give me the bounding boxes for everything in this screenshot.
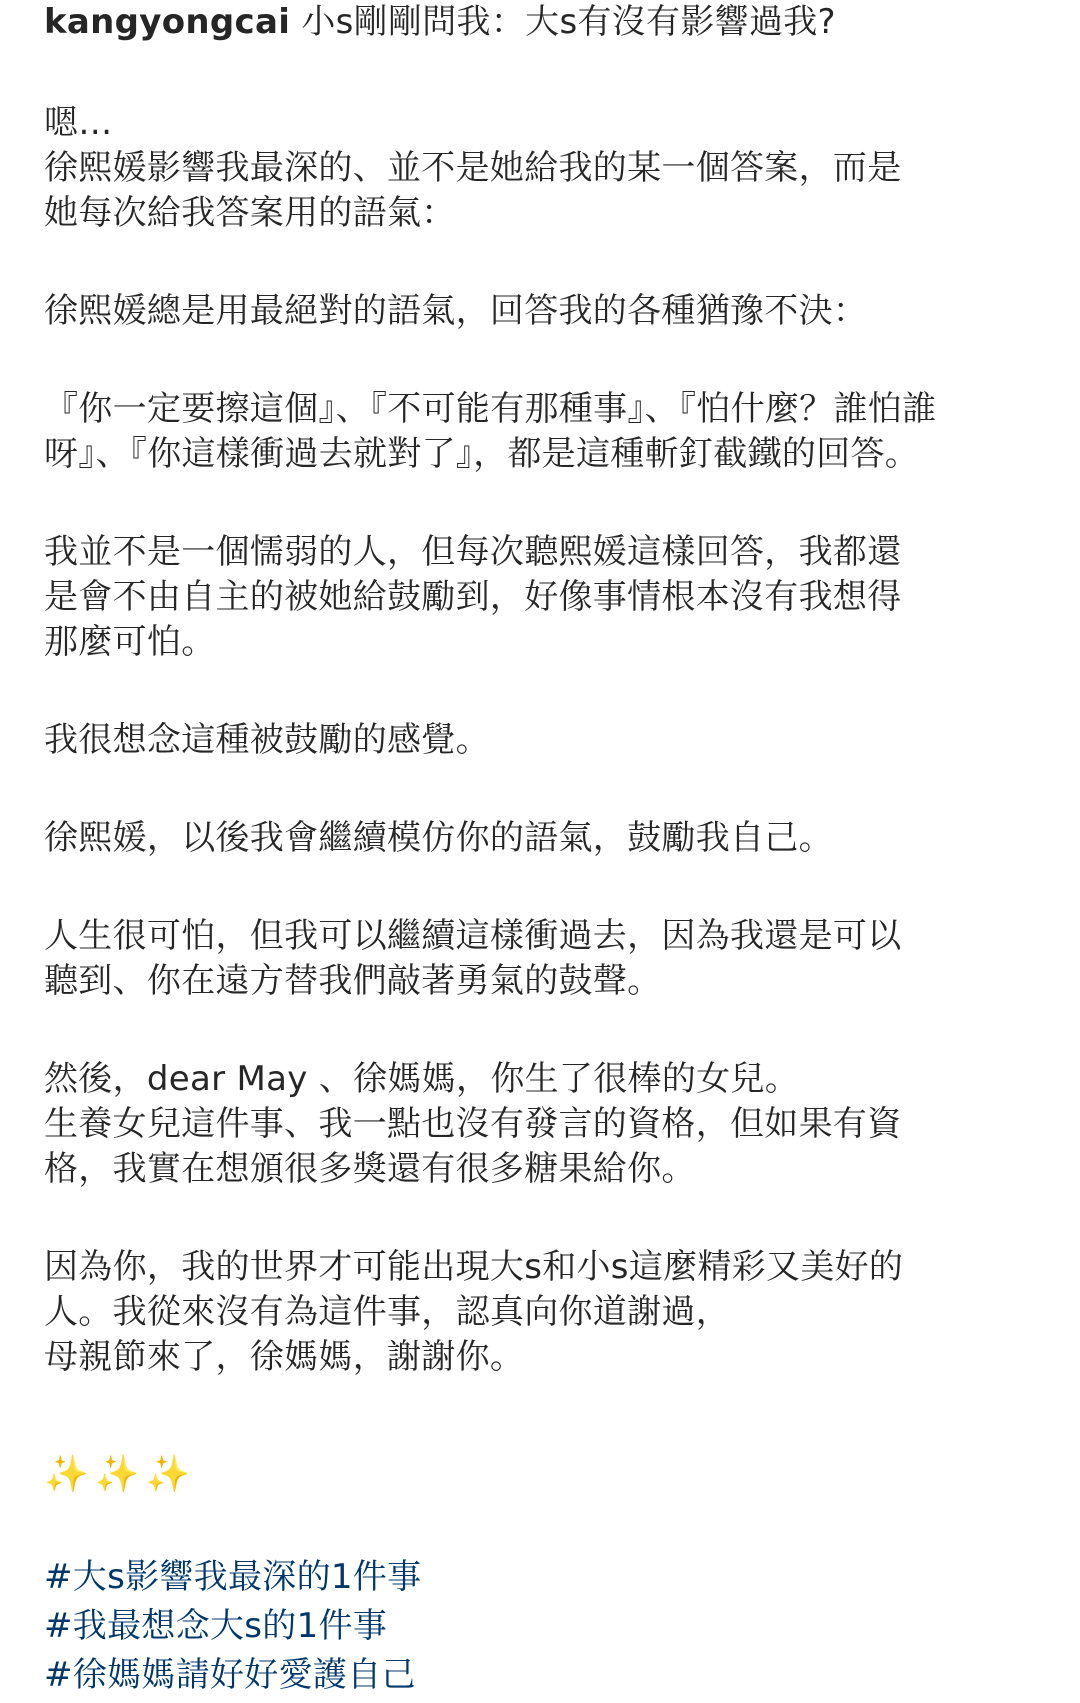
caption-paragraph [44, 914, 1044, 1004]
hashtag-link[interactable]: #大s影響我最深的1件事 [44, 1557, 422, 1597]
caption-line: 母親節來了，徐媽媽，謝謝你。 [44, 1337, 525, 1377]
caption-line: 徐熙媛影響我最深的、並不是她給我的某一個答案，而是 [44, 148, 902, 188]
caption-line: 那麼可怕。 [44, 622, 216, 662]
caption-line: 『你一定要擦這個』、『不可能有那種事』、『怕什麼？誰怕誰 [44, 389, 937, 429]
caption-line: 徐熙媛總是用最絕對的語氣，回答我的各種猶豫不決： [44, 291, 868, 331]
caption-line: 呀』、『你這樣衝過去就對了』，都是這種斬釘截鐵的回答。 [44, 434, 920, 474]
caption-line: 因為你，我的世界才可能出現大s和小s這麼精彩又美好的 [44, 1247, 904, 1287]
caption-line: 我很想念這種被鼓勵的感覺。 [44, 720, 490, 760]
caption-paragraph [44, 1057, 1044, 1192]
caption-line: 徐熙媛，以後我會繼續模仿你的語氣，鼓勵我自己。 [44, 818, 833, 858]
caption-line: 生養女兒這件事、我一點也沒有發言的資格，但如果有資 [44, 1104, 902, 1144]
caption-line: 人生很可怕，但我可以繼續這樣衝過去，因為我還是可以 [44, 916, 902, 956]
caption-line: 嗯… [44, 103, 113, 143]
caption-paragraph [44, 816, 1044, 861]
caption-paragraph [44, 289, 1044, 334]
hashtag-list [44, 1553, 1044, 1700]
caption-line: 她每次給我答案用的語氣： [44, 193, 456, 233]
caption-paragraph [44, 718, 1044, 763]
caption-line: 格，我實在想頒很多獎還有很多糖果給你。 [44, 1149, 696, 1189]
username-link[interactable]: kangyongcai [44, 2, 291, 42]
caption-opening-text: 小s剛剛問我：大s有沒有影響過我? [290, 2, 836, 42]
caption-paragraph [44, 1245, 1044, 1380]
caption-paragraph [44, 387, 1044, 477]
hashtag-link[interactable]: #我最想念大s的1件事 [44, 1606, 388, 1646]
caption-line: 我並不是一個懦弱的人，但每次聽熙媛這樣回答，我都還 [44, 532, 902, 572]
caption-line: 人。我從來沒有為這件事，認真向你道謝過， [44, 1292, 730, 1332]
post-caption [44, 0, 1044, 1700]
caption-line: 是會不由自主的被她給鼓勵到，好像事情根本沒有我想得 [44, 577, 902, 617]
sparkles-emoji: ✨✨✨ [44, 1454, 197, 1495]
caption-paragraph [44, 530, 1044, 665]
caption-line: 然後，dear May 、徐媽媽，你生了很棒的女兒。 [44, 1059, 800, 1099]
caption-first-line [44, 0, 1044, 45]
hashtag-link[interactable]: #徐媽媽請好好愛護自己 [44, 1655, 416, 1695]
caption-paragraph [44, 101, 1044, 236]
caption-line: 聽到、你在遠方替我們敲著勇氣的鼓聲。 [44, 961, 662, 1001]
